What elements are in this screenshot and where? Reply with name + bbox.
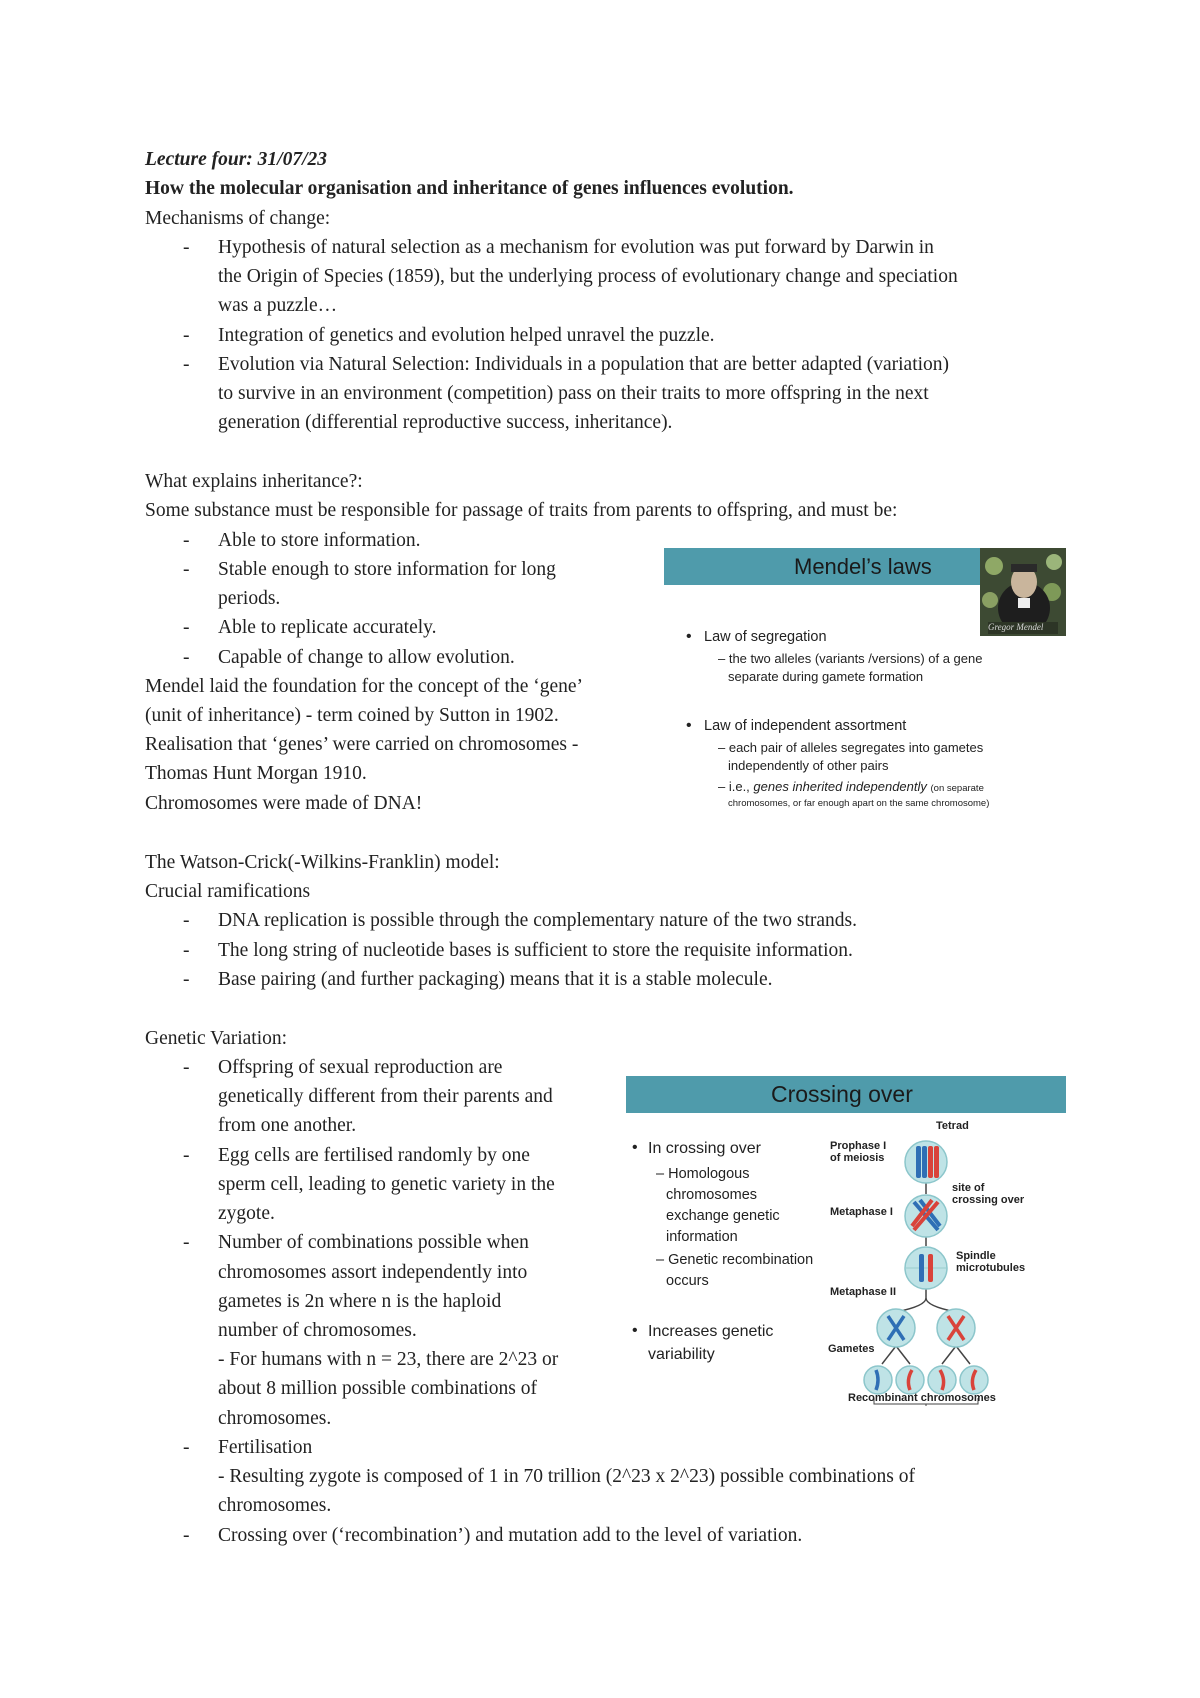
bullet-dash: -: [183, 647, 190, 668]
inheritance-para-line-1: Mendel laid the foundation for the concept of the ‘gene’: [145, 676, 584, 697]
bullet-dash: -: [183, 1437, 190, 1458]
chromatid-red: [928, 1254, 933, 1282]
mendel-law-2-sub-line-1: – each pair of alleles segregates into gametes: [718, 740, 984, 755]
label-recombinant: Recombinant chromosomes: [848, 1392, 996, 1404]
inheritance-item-4: Capable of change to allow evolution.: [218, 647, 515, 668]
variation-item-3-line-1: Number of combinations possible when: [218, 1232, 529, 1253]
crossing-sub-1-line-2: chromosomes: [666, 1187, 758, 1203]
crossing-point-2-line-1: Increases genetic: [648, 1323, 774, 1340]
mendel-law-2-note: [718, 778, 984, 798]
bullet-dash: -: [183, 1145, 190, 1166]
mechanisms-item-1-line-2: the Origin of Species (1859), but the underlying process of evolutionary change and speciation: [218, 266, 958, 287]
variation-item-2-line-3: zygote.: [218, 1203, 275, 1224]
variation-item-1-line-2: genetically different from their parents and: [218, 1086, 553, 1107]
inheritance-item-1: Able to store information.: [218, 530, 421, 551]
mechanisms-item-1-line-3: was a puzzle…: [218, 295, 338, 316]
watson-crick-sub: Crucial ramifications: [145, 881, 311, 902]
bullet-dash: -: [183, 617, 190, 638]
label-spindle-line-1: Spindle: [956, 1250, 996, 1262]
chromatid-blue: [919, 1254, 924, 1282]
inheritance-para-line-4: Thomas Hunt Morgan 1910.: [145, 763, 367, 784]
mechanisms-item-3-line-1: Evolution via Natural Selection: Individuals in a population that are better adapted (variation): [218, 354, 950, 375]
variation-item-4-line-2: - Resulting zygote is composed of 1 in 70 trillion (2^23 x 2^23) possible combinations of: [218, 1466, 915, 1487]
inheritance-para-line-3: Realisation that ‘genes’ were carried on chromosomes -: [145, 734, 579, 755]
variation-item-3-line-4: number of chromosomes.: [218, 1320, 417, 1341]
inheritance-heading: What explains inheritance?:: [145, 471, 363, 492]
inheritance-para-line-2: (unit of inheritance) - term coined by Sutton in 1902.: [145, 705, 559, 726]
label-tetrad: Tetrad: [936, 1120, 969, 1132]
bullet-dash: -: [183, 940, 190, 961]
mendel-law-1: Law of segregation: [704, 629, 827, 645]
crossing-over-diagram: [626, 1076, 1066, 1406]
inheritance-item-2-line-2: periods.: [218, 588, 281, 609]
note-lead: – i.e.,: [718, 779, 754, 794]
inheritance-para-line-5: Chromosomes were made of DNA!: [145, 793, 423, 814]
bullet-dash: -: [183, 1057, 190, 1078]
bullet-dash: -: [183, 530, 190, 551]
mendel-law-1-sub-line-1: – the two alleles (variants /versions) of a gene: [718, 651, 983, 666]
mechanisms-item-3-line-2: to survive in an environment (competition) pass on their traits to more offspring in the next: [218, 383, 929, 404]
note-emphasis: genes inherited independently: [753, 779, 927, 794]
label-site-line-2: crossing over: [952, 1194, 1025, 1206]
chromatid-blue: [922, 1146, 927, 1178]
variation-item-2-line-2: sperm cell, leading to genetic variety in the: [218, 1174, 555, 1195]
label-spindle-line-2: microtubules: [956, 1262, 1026, 1274]
crossing-sub-1-line-1: – Homologous: [656, 1166, 750, 1182]
portrait-caption: Gregor Mendel: [988, 622, 1044, 632]
bullet-dash: -: [183, 354, 190, 375]
variation-item-3-line-2: chromosomes assort independently into: [218, 1262, 528, 1283]
label-site-line-1: site of: [952, 1182, 985, 1194]
chromatid-red: [928, 1146, 933, 1178]
bullet-dot: •: [686, 717, 692, 734]
mendel-law-2-note-line-2: chromosomes, or far enough apart on the same chromosome): [728, 798, 990, 809]
mendel-laws-slide: [664, 548, 1066, 816]
split-lines: [896, 1298, 956, 1312]
bullet-dash: -: [183, 237, 190, 258]
chromatid-red: [934, 1146, 939, 1178]
mechanisms-item-3-line-3: generation (differential reproductive success, inheritance).: [218, 412, 673, 433]
bullet-dot: •: [686, 628, 692, 645]
mechanisms-heading: Mechanisms of change:: [145, 208, 331, 229]
inheritance-item-3: Able to replicate accurately.: [218, 617, 437, 638]
variation-item-3-line-6: about 8 million possible combinations of: [218, 1378, 538, 1399]
variation-item-5: Crossing over (‘recombination’) and mutation add to the level of variation.: [218, 1525, 803, 1546]
watson-crick-item-1: DNA replication is possible through the complementary nature of the two strands.: [218, 910, 858, 931]
mendel-portrait: [980, 548, 1066, 636]
mendel-law-2: Law of independent assortment: [704, 718, 907, 734]
variation-item-1-line-3: from one another.: [218, 1115, 357, 1136]
crossing-point-2-line-2: variability: [648, 1346, 715, 1363]
inheritance-intro: Some substance must be responsible for passage of traits from parents to offspring, and must be:: [145, 500, 898, 521]
watson-crick-item-3: Base pairing (and further packaging) means that it is a stable molecule.: [218, 969, 773, 990]
crossing-over-slide: [626, 1076, 1066, 1406]
gamete-lines: [882, 1346, 970, 1364]
lecture-title: Lecture four: 31/07/23: [145, 149, 327, 170]
variation-item-4-line-3: chromosomes.: [218, 1495, 332, 1516]
mechanisms-item-1-line-1: Hypothesis of natural selection as a mechanism for evolution was put forward by Darwin in: [218, 237, 934, 258]
variation-item-4-line-1: Fertilisation: [218, 1437, 313, 1458]
crossing-point-1: In crossing over: [648, 1140, 761, 1157]
variation-item-3-line-3: gametes is 2n where n is the haploid: [218, 1291, 502, 1312]
inheritance-item-2-line-1: Stable enough to store information for long: [218, 559, 556, 580]
label-prophase-line-2: of meiosis: [830, 1152, 885, 1164]
crossing-sub-1-line-3: exchange genetic: [666, 1208, 780, 1224]
crossing-sub-1-line-4: information: [666, 1229, 738, 1245]
slide-title: Crossing over: [771, 1081, 913, 1107]
watson-crick-heading: The Watson-Crick(-Wilkins-Franklin) model:: [145, 852, 500, 873]
lecture-subtitle: How the molecular organisation and inheritance of genes influences evolution.: [145, 178, 794, 199]
bullet-dash: -: [183, 1232, 190, 1253]
label-metaphase-2: Metaphase II: [830, 1286, 897, 1298]
variation-item-2-line-1: Egg cells are fertilised randomly by one: [218, 1145, 530, 1166]
crossing-sub-2-line-2: occurs: [666, 1273, 709, 1289]
variation-item-3-line-7: chromosomes.: [218, 1408, 332, 1429]
chromatid-blue: [916, 1146, 921, 1178]
crossing-sub-2-line-1: – Genetic recombination: [656, 1252, 814, 1268]
bullet-dash: -: [183, 1525, 190, 1546]
bullet-dot: •: [632, 1322, 638, 1339]
watson-crick-item-2: The long string of nucleotide bases is sufficient to store the requisite information.: [218, 940, 853, 961]
bullet-dash: -: [183, 325, 190, 346]
bullet-dash: -: [183, 969, 190, 990]
label-gametes: Gametes: [828, 1343, 875, 1355]
variation-item-3-line-5: - For humans with n = 23, there are 2^23 or: [218, 1349, 559, 1370]
variation-heading: Genetic Variation:: [145, 1028, 288, 1049]
mendel-law-1-sub-line-2: separate during gamete formation: [728, 669, 924, 684]
variation-item-1-line-1: Offspring of sexual reproduction are: [218, 1057, 503, 1078]
bullet-dash: -: [183, 559, 190, 580]
note-small: (on separate: [930, 783, 984, 794]
mendel-law-2-sub-line-2: independently of other pairs: [728, 758, 889, 773]
slide-title: Mendel’s laws: [794, 554, 932, 579]
bullet-dash: -: [183, 910, 190, 931]
gamete-chromosome: [876, 1370, 878, 1390]
mechanisms-item-2: Integration of genetics and evolution helped unravel the puzzle.: [218, 325, 715, 346]
label-metaphase-1: Metaphase I: [830, 1206, 893, 1218]
label-prophase-line-1: Prophase I: [830, 1140, 887, 1152]
bullet-dot: •: [632, 1139, 638, 1156]
